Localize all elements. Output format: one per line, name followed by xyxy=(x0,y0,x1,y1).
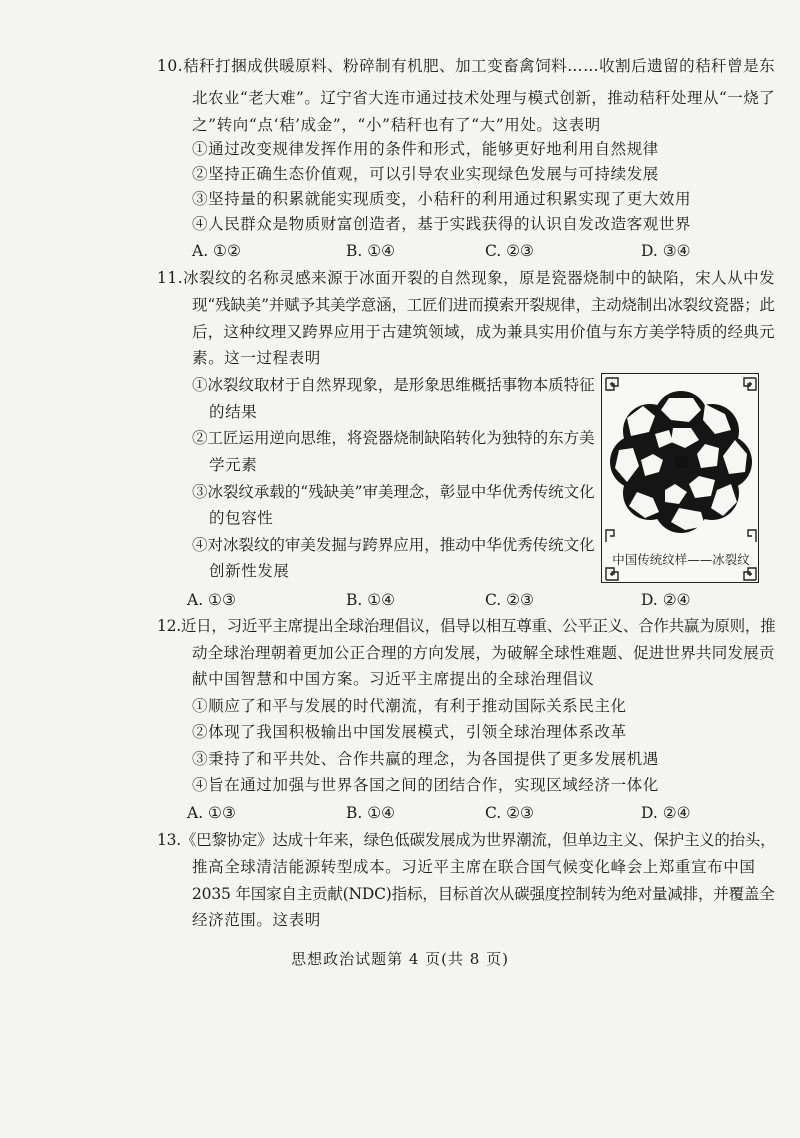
q11-option-d: D. ②④ xyxy=(641,591,691,609)
q12-stem-line-3: 献中国智慧和中国方案。习近平主席提出的全球治理倡议 xyxy=(192,670,595,688)
q11-statement-4-cont: 创新性发展 xyxy=(209,562,290,580)
q12-stem-line-1: 12.近日，习近平主席提出全球治理倡议，倡导以相互尊重、公平正义、合作共赢为原则，推 xyxy=(157,617,776,635)
q11-stem-line-4: 素。这一过程表明 xyxy=(192,349,321,367)
q10-option-d: D. ③④ xyxy=(641,242,691,260)
figure-caption: 中国传统纹样——冰裂纹 xyxy=(612,552,750,567)
q11-statement-3-cont: 的包容性 xyxy=(209,509,274,527)
q10-option-b: B. ①④ xyxy=(346,242,396,260)
q10-stem-line-1: 10.秸秆打捆成供暖原料、粉碎制有机肥、加工变畜禽饲料……收割后遗留的秸秆曾是东 xyxy=(157,57,776,75)
q13-stem-line-1: 13.《巴黎协定》达成十年来，绿色低碳发展成为世界潮流，但单边主义、保护主义的抬头， xyxy=(157,831,776,849)
q12-option-a: A. ①③ xyxy=(187,804,236,822)
q11-statement-2: ②工匠运用逆向思维，将瓷器烧制缺陷转化为独特的东方美 xyxy=(192,429,595,447)
q12-stem-line-2: 动全球治理朝着更加公正合理的方向发展，为破解全球性难题、促进世界共同发展贡 xyxy=(192,644,775,662)
q11-option-b: B. ①④ xyxy=(346,591,396,609)
q11-statement-4: ④对冰裂纹的审美发掘与跨界应用，推动中华优秀传统文化 xyxy=(192,536,595,554)
q10-stem-line-3: 之”转向“点‘秸’成金”，“小”秸秆也有了“大”用处。这表明 xyxy=(192,116,601,134)
q11-statement-1: ①冰裂纹取材于自然界现象，是形象思维概括事物本质特征 xyxy=(192,376,595,394)
q13-stem-line-4: 经济范围。这表明 xyxy=(192,911,321,929)
q11-statement-1-cont: 的结果 xyxy=(209,403,258,421)
q12-option-b: B. ①④ xyxy=(346,804,396,822)
q11-statement-3: ③冰裂纹承载的“残缺美”审美理念，彰显中华优秀传统文化 xyxy=(192,483,595,501)
q13-stem-line-3: 2035 年国家自主贡献(NDC)指标，目标首次从碳强度控制转为绝对量减排，并覆盖全 xyxy=(192,885,775,903)
ice-crack-pattern-figure xyxy=(601,373,759,583)
q10-statement-1: ①通过改变规律发挥作用的条件和形式，能够更好地利用自然规律 xyxy=(192,140,659,158)
q10-option-c: C. ②③ xyxy=(485,242,534,260)
q10-statement-3: ③坚持量的积累就能实现质变，小秸秆的利用通过积累实现了更大效用 xyxy=(192,190,692,208)
page-footer: 思想政治试题第 4 页(共 8 页) xyxy=(291,950,509,968)
q11-stem-line-2: 现“残缺美”并赋予其美学意涵，工匠们进而摸索开裂规律，主动烧制出冰裂纹瓷器；此 xyxy=(192,296,775,314)
q10-statement-2: ②坚持正确生态价值观，可以引导农业实现绿色发展与可持续发展 xyxy=(192,165,659,183)
q10-statement-4: ④人民群众是物质财富创造者，基于实践获得的认识自发改造客观世界 xyxy=(192,215,692,233)
q11-stem-line-1: 11.冰裂纹的名称灵感来源于冰面开裂的自然现象，原是瓷器烧制中的缺陷，宋人从中发 xyxy=(157,269,776,287)
q13-stem-line-2: 推高全球清洁能源转型成本。习近平主席在联合国气候变化峰会上郑重宣布中国 xyxy=(192,858,756,876)
q12-statement-3: ③秉持了和平共处、合作共赢的理念，为各国提供了更多发展机遇 xyxy=(192,750,659,768)
q11-option-a: A. ①③ xyxy=(187,591,236,609)
q12-statement-1: ①顺应了和平与发展的时代潮流，有利于推动国际关系民主化 xyxy=(192,697,627,715)
q10-option-a: A. ①② xyxy=(192,242,241,260)
q12-option-c: C. ②③ xyxy=(485,804,534,822)
q12-option-d: D. ②④ xyxy=(641,804,691,822)
q11-option-c: C. ②③ xyxy=(485,591,534,609)
q11-statement-2-cont: 学元素 xyxy=(209,456,258,474)
q10-stem-line-2: 北农业“老大难”。辽宁省大连市通过技术处理与模式创新，推动秸秆处理从“一烧了 xyxy=(192,89,776,107)
q12-statement-2: ②体现了我国积极输出中国发展模式，引领全球治理体系改革 xyxy=(192,723,627,741)
q12-statement-4: ④旨在通过加强与世界各国之间的团结合作，实现区域经济一体化 xyxy=(192,776,659,794)
q11-stem-line-3: 后，这种纹理又跨界应用于古建筑领域，成为兼具实用价值与东方美学特质的经典元 xyxy=(192,323,775,341)
